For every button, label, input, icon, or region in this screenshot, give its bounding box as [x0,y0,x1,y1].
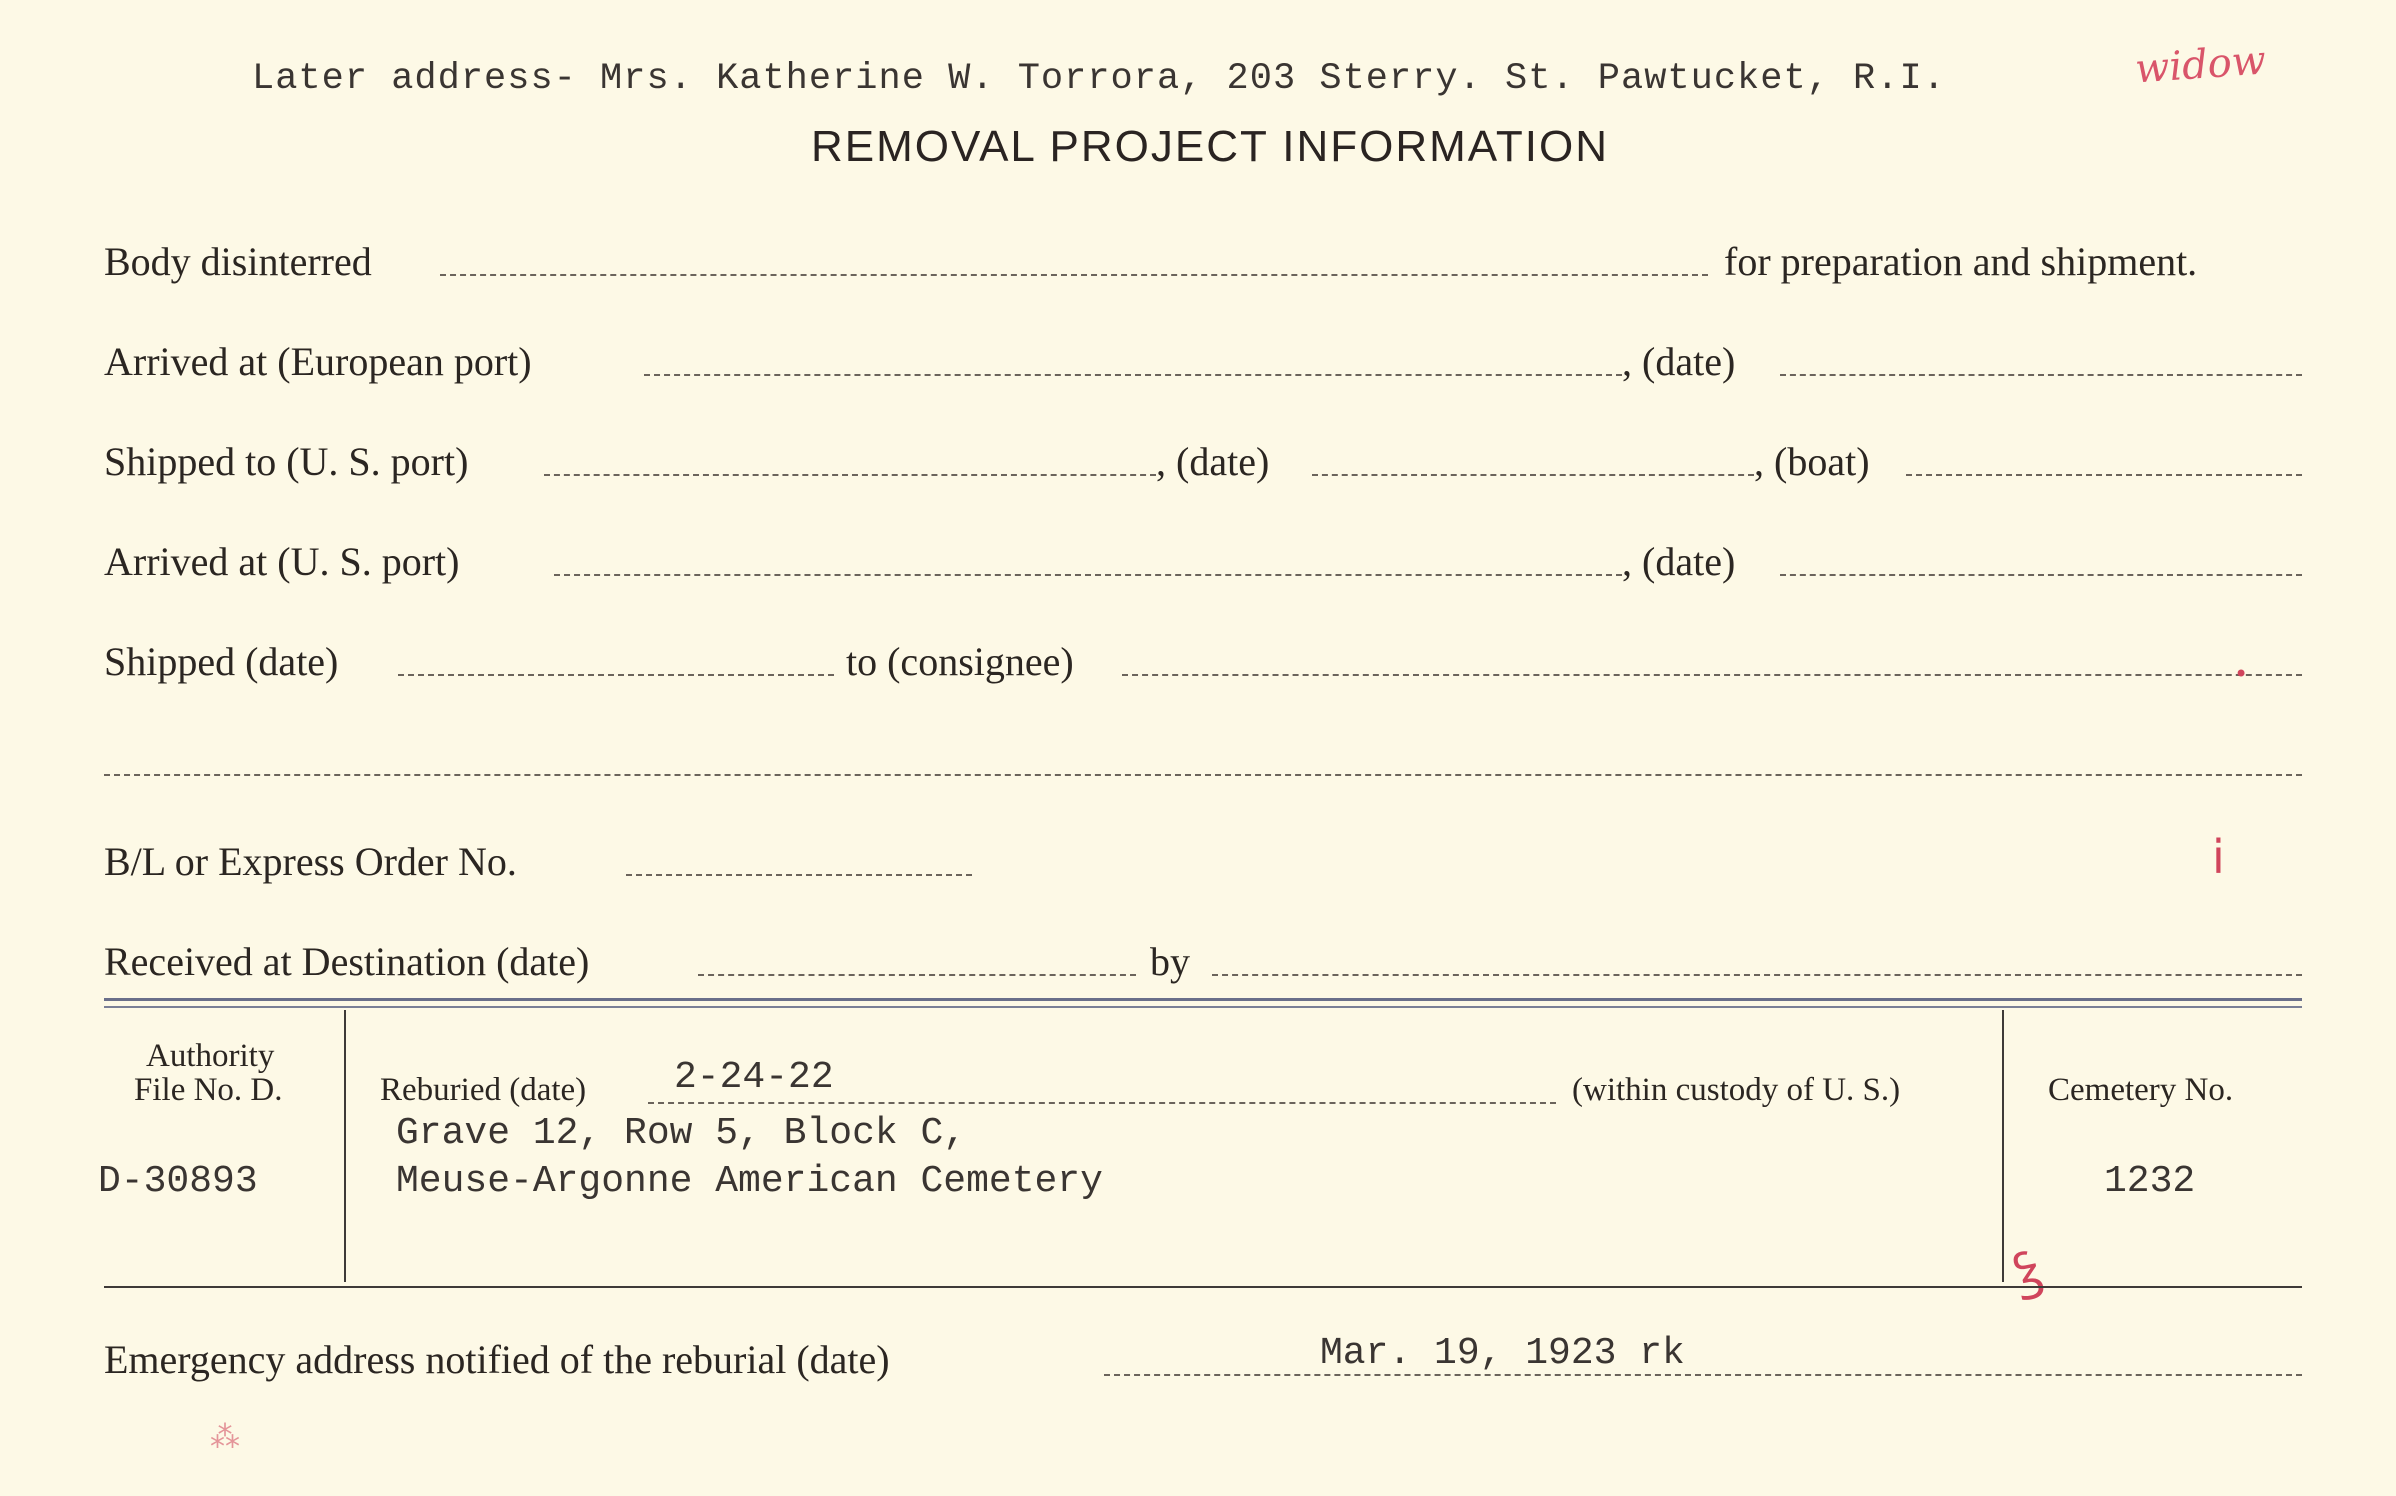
arrived-us-port-label: Arrived at (U. S. port) [104,539,460,584]
received-destination-label: Received at Destination (date) [104,939,590,984]
arrived-european-port-label: Arrived at (European port) [104,339,532,384]
faint-stamp-mark: ⁂ [210,1420,240,1455]
cemetery-label: Cemetery No. [2048,1072,2234,1108]
us-port-line [544,474,1156,476]
custody-label: (within custody of U. S.) [1572,1072,1901,1108]
grave-location-line-2: Meuse-Argonne American Cemetery [396,1160,1103,1203]
by-line [1212,974,2302,976]
european-port-line [644,374,1622,376]
emergency-date-line [1104,1374,2302,1376]
received-date-line [698,974,1136,976]
boat-label: , (boat) [1754,439,1870,484]
shipped-date-line [1312,474,1754,476]
bl-order-label: B/L or Express Order No. [104,839,517,884]
shipped-date-field-label: Shipped (date) [104,639,339,684]
body-disinterred-label: Body disinterred [104,239,372,284]
authority-label-1: Authority [146,1038,275,1074]
shipped-date-field-line [398,674,834,676]
table-top-rule-2 [104,1006,2302,1008]
reburied-line [648,1102,1556,1104]
table-top-rule [104,998,2302,1001]
table-divider-right [2002,1010,2004,1282]
emergency-date-value: Mar. 19, 1923 rk [1320,1332,1685,1375]
body-disinterred-line [440,274,1708,276]
grave-location-line-1: Grave 12, Row 5, Block C, [396,1112,967,1155]
cemetery-number: 1232 [2104,1160,2196,1203]
arrived-date-label: , (date) [1622,539,1736,584]
bl-order-line [626,874,972,876]
reburied-date: 2-24-22 [674,1056,834,1099]
shipped-date-label: , (date) [1156,439,1270,484]
handwritten-widow-note: widow [2133,37,2268,93]
emergency-address-label: Emergency address notified of the reburial (date) [104,1337,890,1382]
later-address: Later address- Mrs. Katherine W. Torrora, 203 Sterry. St. Pawtucket, R.I. [252,58,1946,100]
red-mark: • [2234,660,2249,688]
arrived-date-line [1780,574,2302,576]
for-preparation-label: for preparation and shipment. [1724,239,2198,284]
table-divider-left [344,1010,346,1282]
red-tick-mark: ⅰ [2212,830,2225,884]
boat-line [1906,474,2302,476]
arrived-us-port-line [554,574,1622,576]
consignee-label: to (consignee) [846,639,1074,684]
reburied-label: Reburied (date) [380,1072,587,1108]
consignee-line [1122,674,2302,676]
by-label: by [1150,939,1190,984]
form-title: REMOVAL PROJECT INFORMATION [811,122,1609,171]
blank-line [104,774,2302,776]
european-date-label: , (date) [1622,339,1736,384]
shipped-to-us-port-label: Shipped to (U. S. port) [104,439,469,484]
red-check-mark: ꝣ [2008,1237,2047,1303]
authority-file-number: D-30893 [98,1160,258,1203]
european-date-line [1780,374,2302,376]
table-bottom-rule [104,1286,2302,1288]
authority-label-2: File No. D. [134,1072,283,1108]
